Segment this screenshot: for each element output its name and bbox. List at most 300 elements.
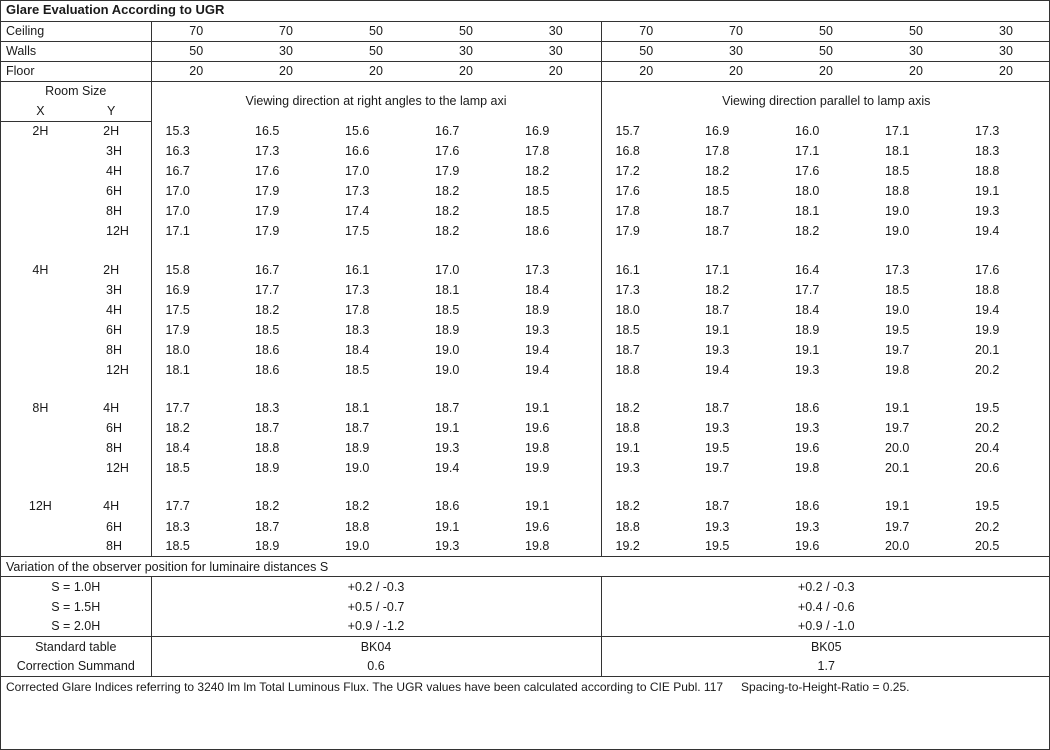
ugr-value: 18.2 xyxy=(435,224,460,239)
ugr-value: 19.5 xyxy=(691,537,781,557)
xy-header xyxy=(1,101,151,121)
floor-value: 20 xyxy=(331,61,421,81)
y-value: 12H xyxy=(1,221,151,241)
ugr-value: 17.0 xyxy=(345,164,370,179)
ugr-value: 18.4 xyxy=(345,342,370,357)
walls-value: 50 xyxy=(151,41,241,61)
ugr-value: 18.5 xyxy=(705,184,730,199)
walls-value: 30 xyxy=(421,41,511,61)
ugr-value: 19.6 xyxy=(795,441,820,456)
variation-row xyxy=(1,617,1050,637)
ugr-value: 18.6 xyxy=(511,221,601,241)
ugr-value: 18.5 xyxy=(615,322,640,337)
ugr-value: 20.2 xyxy=(975,421,1000,436)
ugr-value: 19.7 xyxy=(705,461,730,476)
ugr-value: 19.3 xyxy=(705,421,730,436)
ugr-value: 19.4 xyxy=(975,302,1000,317)
table-row xyxy=(1,121,1050,141)
table-row xyxy=(1,398,1050,418)
ugr-value: 19.1 xyxy=(975,184,1000,199)
ugr-value: 19.3 xyxy=(975,204,1000,219)
standard-table-row xyxy=(1,637,1050,657)
ugr-value: 18.7 xyxy=(255,519,280,534)
ugr-value: 18.8 xyxy=(975,164,1000,179)
walls-value: 50 xyxy=(331,41,421,61)
block-spacer xyxy=(1,380,1050,398)
ugr-value: 18.2 xyxy=(435,204,460,219)
ugr-value: 18.8 xyxy=(615,363,640,378)
y-value: 6H xyxy=(1,418,151,438)
ceiling-value: 70 xyxy=(691,21,781,41)
ugr-value: 18.1 xyxy=(885,144,910,159)
ugr-value: 18.2 xyxy=(705,282,730,297)
walls-value: 30 xyxy=(691,41,781,61)
ugr-value: 19.6 xyxy=(781,537,871,557)
ugr-value: 19.6 xyxy=(511,517,601,537)
ugr-value: 19.1 xyxy=(705,322,730,337)
ugr-value: 17.7 xyxy=(165,401,190,416)
ugr-value: 17.3 xyxy=(885,262,910,277)
row-axis-labels xyxy=(1,260,151,280)
ugr-value: 18.2 xyxy=(511,161,601,181)
variation-row xyxy=(1,577,1050,597)
ugr-value: 18.5 xyxy=(345,363,370,378)
ugr-value: 16.6 xyxy=(345,144,370,159)
ceiling-value: 50 xyxy=(421,21,511,41)
ugr-value: 17.7 xyxy=(165,499,190,514)
y-value: 6H xyxy=(1,517,151,537)
ugr-table xyxy=(1,1,1050,699)
ugr-value: 20.0 xyxy=(885,441,910,456)
variation-label: S = 1.0H xyxy=(1,577,151,597)
ugr-value: 18.9 xyxy=(435,322,460,337)
ugr-value: 18.2 xyxy=(165,421,190,436)
ugr-value: 17.1 xyxy=(885,123,910,138)
x-value: 12H xyxy=(28,499,52,514)
ugr-value: 18.2 xyxy=(345,499,370,514)
ugr-value: 18.6 xyxy=(795,499,820,514)
ugr-value: 17.9 xyxy=(435,164,460,179)
ugr-value: 18.7 xyxy=(705,499,730,514)
ugr-value: 19.7 xyxy=(885,519,910,534)
table-row xyxy=(1,537,1050,557)
ugr-value: 19.1 xyxy=(511,497,601,517)
ugr-value: 17.8 xyxy=(705,144,730,159)
ugr-value: 17.7 xyxy=(795,282,820,297)
header-row-ceiling xyxy=(1,21,1050,41)
ugr-value: 18.7 xyxy=(255,421,280,436)
floor-value: 20 xyxy=(871,61,961,81)
ugr-value: 17.6 xyxy=(255,164,280,179)
ugr-value: 18.7 xyxy=(615,342,640,357)
ugr-value: 18.6 xyxy=(435,499,460,514)
header-row-walls xyxy=(1,41,1050,61)
variation-perpendicular: +0.2 / -0.3 xyxy=(347,579,405,594)
walls-value: 50 xyxy=(781,41,871,61)
ugr-value: 18.8 xyxy=(615,519,640,534)
variation-parallel: +0.9 / -1.0 xyxy=(601,617,1050,637)
standard-table-parallel: BK05 xyxy=(601,637,1050,657)
ugr-value: 17.3 xyxy=(615,282,640,297)
ugr-value: 17.9 xyxy=(255,184,280,199)
ugr-value: 17.6 xyxy=(615,184,640,199)
ugr-value: 19.7 xyxy=(885,421,910,436)
ugr-value: 17.9 xyxy=(255,204,280,219)
ugr-value: 18.4 xyxy=(795,302,820,317)
ugr-value: 19.1 xyxy=(435,421,460,436)
ugr-value: 18.5 xyxy=(435,302,460,317)
ugr-value: 15.8 xyxy=(165,262,190,277)
ugr-value: 19.9 xyxy=(975,322,1000,337)
table-row xyxy=(1,201,1050,221)
table-row xyxy=(1,458,1050,478)
header-label-ceiling: Ceiling xyxy=(1,21,151,41)
ugr-value: 17.9 xyxy=(165,322,190,337)
ugr-value: 18.5 xyxy=(885,282,910,297)
walls-value: 50 xyxy=(601,41,691,61)
ugr-value: 19.4 xyxy=(975,224,1000,239)
ugr-value: 17.3 xyxy=(255,144,280,159)
row-axis-labels xyxy=(1,497,151,517)
table-row xyxy=(1,517,1050,537)
footnote-spacing: Spacing-to-Height-Ratio = 0.25. xyxy=(741,680,910,695)
ugr-value: 18.6 xyxy=(255,342,280,357)
ugr-value: 17.1 xyxy=(165,224,190,239)
ugr-value: 19.0 xyxy=(885,204,910,219)
table-row xyxy=(1,280,1050,300)
ceiling-value: 50 xyxy=(331,21,421,41)
ugr-value: 18.5 xyxy=(885,164,910,179)
ugr-value: 18.4 xyxy=(511,280,601,300)
ugr-value: 18.9 xyxy=(255,461,280,476)
standard-table-perpendicular: BK04 xyxy=(360,639,392,654)
standard-table-label: Standard table xyxy=(1,637,151,657)
walls-value: 30 xyxy=(241,41,331,61)
y-value: 8H xyxy=(1,438,151,458)
ugr-value: 20.2 xyxy=(975,519,1000,534)
ugr-value: 19.5 xyxy=(885,322,910,337)
ugr-value: 17.6 xyxy=(795,164,820,179)
ugr-value: 19.3 xyxy=(421,537,511,557)
y-value: 3H xyxy=(1,141,151,161)
ugr-value: 18.2 xyxy=(615,401,640,416)
ugr-value: 16.1 xyxy=(615,262,640,277)
ugr-value: 16.3 xyxy=(165,144,190,159)
ugr-value: 18.9 xyxy=(241,537,331,557)
ugr-value: 19.5 xyxy=(975,499,1000,514)
ugr-value: 19.8 xyxy=(511,537,601,557)
y-value: 4H xyxy=(103,401,120,416)
ugr-value: 19.3 xyxy=(705,519,730,534)
ugr-value: 19.1 xyxy=(615,441,640,456)
floor-value: 20 xyxy=(511,61,601,81)
ugr-value: 19.5 xyxy=(705,441,730,456)
y-value: 2H xyxy=(103,262,120,277)
ugr-value: 20.4 xyxy=(975,441,1000,456)
ugr-value: 19.1 xyxy=(795,342,820,357)
correction-summand-row xyxy=(1,657,1050,677)
variation-row xyxy=(1,597,1050,617)
correction-summand-label: Correction Summand xyxy=(1,657,151,677)
ugr-value: 18.2 xyxy=(435,184,460,199)
y-value: 8H xyxy=(1,340,151,360)
ugr-value: 19.3 xyxy=(705,342,730,357)
ugr-value: 18.7 xyxy=(705,224,730,239)
floor-value: 20 xyxy=(961,61,1050,81)
correction-summand-perpendicular: 0.6 xyxy=(151,657,601,677)
variation-perpendicular: +0.9 / -1.2 xyxy=(151,617,601,637)
ugr-value: 19.0 xyxy=(331,537,421,557)
ugr-value: 18.6 xyxy=(795,401,820,416)
y-value: 4H xyxy=(1,300,151,320)
row-axis-labels xyxy=(1,398,151,418)
y-value: 8H xyxy=(1,537,151,557)
ugr-value: 19.3 xyxy=(615,461,640,476)
ugr-value: 17.0 xyxy=(165,204,190,219)
ugr-value: 17.7 xyxy=(255,282,280,297)
ugr-value: 19.1 xyxy=(511,398,601,418)
header-label-walls: Walls xyxy=(1,41,151,61)
ugr-value: 19.0 xyxy=(345,461,370,476)
ceiling-value: 50 xyxy=(871,21,961,41)
table-row xyxy=(1,360,1050,380)
y-value: 4H xyxy=(1,161,151,181)
ugr-value: 18.2 xyxy=(795,224,820,239)
ugr-value: 18.7 xyxy=(435,401,460,416)
x-header: X xyxy=(36,103,45,118)
ugr-value: 18.8 xyxy=(975,282,1000,297)
room-size-header: Room Size xyxy=(1,81,151,101)
ugr-value: 19.0 xyxy=(885,302,910,317)
table-row xyxy=(1,340,1050,360)
block-spacer xyxy=(1,242,1050,260)
ugr-value: 19.1 xyxy=(885,401,910,416)
ugr-value: 19.2 xyxy=(601,537,691,557)
ugr-value: 19.3 xyxy=(795,421,820,436)
ugr-value: 18.5 xyxy=(511,181,601,201)
y-value: 3H xyxy=(1,280,151,300)
ugr-value: 18.0 xyxy=(165,342,190,357)
ugr-value: 17.0 xyxy=(165,184,190,199)
block-spacer xyxy=(1,479,1050,497)
header-row-floor xyxy=(1,61,1050,81)
ugr-value: 18.6 xyxy=(255,363,280,378)
ugr-value: 19.8 xyxy=(795,461,820,476)
ugr-value: 18.4 xyxy=(165,441,190,456)
ugr-value: 17.8 xyxy=(345,302,370,317)
ugr-value: 17.9 xyxy=(255,224,280,239)
ugr-value: 18.2 xyxy=(255,499,280,514)
ugr-value: 16.1 xyxy=(345,262,370,277)
ugr-value: 17.1 xyxy=(795,144,820,159)
variation-parallel: +0.2 / -0.3 xyxy=(601,577,1050,597)
y-value: 12H xyxy=(1,360,151,380)
table-row xyxy=(1,320,1050,340)
ugr-value: 18.7 xyxy=(705,302,730,317)
floor-value: 20 xyxy=(781,61,871,81)
ugr-value: 20.6 xyxy=(975,461,1000,476)
floor-value: 20 xyxy=(241,61,331,81)
floor-value: 20 xyxy=(421,61,511,81)
ugr-value: 15.7 xyxy=(615,123,640,138)
ugr-value: 19.4 xyxy=(511,340,601,360)
ugr-value: 18.5 xyxy=(511,201,601,221)
ugr-value: 19.1 xyxy=(885,499,910,514)
ugr-value: 19.4 xyxy=(705,363,730,378)
ugr-value: 16.9 xyxy=(511,121,601,141)
ugr-value: 19.0 xyxy=(435,363,460,378)
ugr-value: 17.5 xyxy=(165,302,190,317)
ugr-value: 15.3 xyxy=(165,123,190,138)
ceiling-value: 50 xyxy=(781,21,871,41)
correction-summand-parallel: 1.7 xyxy=(601,657,1050,677)
header-label-floor: Floor xyxy=(1,61,151,81)
ugr-value: 19.3 xyxy=(795,519,820,534)
viewing-direction-parallel-header: Viewing direction parallel to lamp axis xyxy=(601,81,1050,121)
footnote-text: Corrected Glare Indices referring to 3240 lm lm Total Luminous Flux. The UGR values have been calculated according to CIE Publ. 117 xyxy=(6,680,724,695)
ugr-value: 18.7 xyxy=(705,401,730,416)
ugr-value: 19.9 xyxy=(511,458,601,478)
ugr-value: 18.0 xyxy=(615,302,640,317)
ugr-value: 16.4 xyxy=(795,262,820,277)
ugr-value: 15.6 xyxy=(345,123,370,138)
ugr-value: 18.8 xyxy=(345,519,370,534)
walls-value: 30 xyxy=(961,41,1050,61)
ugr-value: 19.6 xyxy=(511,418,601,438)
viewing-direction-perpendicular-header: Viewing direction at right angles to the lamp axi xyxy=(245,94,507,109)
ugr-value: 18.5 xyxy=(165,461,190,476)
footnote xyxy=(1,677,1050,699)
table-row xyxy=(1,221,1050,241)
table-row xyxy=(1,181,1050,201)
ugr-value: 20.0 xyxy=(871,537,961,557)
table-row xyxy=(1,260,1050,280)
title-row xyxy=(1,1,1050,21)
ugr-value: 18.1 xyxy=(435,282,460,297)
variation-heading-row xyxy=(1,557,1050,577)
ugr-value: 19.3 xyxy=(795,363,820,378)
ugr-value: 16.7 xyxy=(435,123,460,138)
y-value: 2H xyxy=(103,124,120,139)
y-value: 12H xyxy=(1,458,151,478)
group-header-row xyxy=(1,81,1050,101)
ugr-value: 20.1 xyxy=(885,461,910,476)
ugr-value: 18.9 xyxy=(511,300,601,320)
variation-label: S = 1.5H xyxy=(1,597,151,617)
ugr-value: 16.5 xyxy=(255,123,280,138)
ugr-value: 17.3 xyxy=(345,282,370,297)
ugr-value: 17.4 xyxy=(345,204,370,219)
footnote-row xyxy=(1,677,1050,699)
ugr-value: 18.7 xyxy=(705,204,730,219)
ugr-value: 18.9 xyxy=(345,441,370,456)
ugr-value: 18.8 xyxy=(885,184,910,199)
ugr-value: 17.0 xyxy=(435,262,460,277)
ugr-value: 18.0 xyxy=(795,184,820,199)
table-row xyxy=(1,438,1050,458)
page-title: Glare Evaluation According to UGR xyxy=(1,1,1050,21)
ceiling-value: 70 xyxy=(151,21,241,41)
ugr-value: 19.0 xyxy=(435,342,460,357)
walls-value: 30 xyxy=(511,41,601,61)
table-row xyxy=(1,497,1050,517)
ugr-value: 18.2 xyxy=(255,302,280,317)
ugr-value: 19.5 xyxy=(975,401,1000,416)
ugr-value: 19.1 xyxy=(435,519,460,534)
ugr-value: 16.9 xyxy=(705,123,730,138)
ugr-value: 19.8 xyxy=(511,438,601,458)
variation-perpendicular: +0.5 / -0.7 xyxy=(347,599,405,614)
floor-value: 20 xyxy=(601,61,691,81)
variation-heading: Variation of the observer position for luminaire distances S xyxy=(1,557,1050,577)
ugr-value: 17.3 xyxy=(975,123,1000,138)
ugr-value: 18.7 xyxy=(345,421,370,436)
ugr-value: 18.3 xyxy=(255,401,280,416)
y-value: 8H xyxy=(1,201,151,221)
table-row xyxy=(1,141,1050,161)
ceiling-value: 30 xyxy=(961,21,1050,41)
ugr-value: 20.1 xyxy=(975,342,1000,357)
x-value: 2H xyxy=(32,124,49,139)
ugr-value: 17.8 xyxy=(615,204,640,219)
ugr-value: 17.2 xyxy=(615,164,640,179)
ugr-value: 19.7 xyxy=(885,342,910,357)
ugr-value: 17.6 xyxy=(435,144,460,159)
ugr-value: 19.4 xyxy=(435,461,460,476)
ugr-value: 17.3 xyxy=(345,184,370,199)
table-row xyxy=(1,161,1050,181)
ugr-value: 17.9 xyxy=(615,224,640,239)
walls-value: 30 xyxy=(871,41,961,61)
y-value: 4H xyxy=(103,499,120,514)
ceiling-value: 30 xyxy=(511,21,601,41)
ugr-value: 18.1 xyxy=(345,401,370,416)
ugr-value: 18.3 xyxy=(975,144,1000,159)
y-header: Y xyxy=(106,103,116,118)
ugr-value: 18.8 xyxy=(255,441,280,456)
variation-label: S = 2.0H xyxy=(1,617,151,637)
ugr-value: 19.4 xyxy=(511,360,601,380)
ceiling-value: 70 xyxy=(601,21,691,41)
ceiling-value: 70 xyxy=(241,21,331,41)
ugr-value: 19.8 xyxy=(885,363,910,378)
y-value: 6H xyxy=(1,181,151,201)
ugr-value: 18.5 xyxy=(151,537,241,557)
ugr-value: 17.8 xyxy=(511,141,601,161)
ugr-value: 17.5 xyxy=(345,224,370,239)
ugr-value: 16.8 xyxy=(615,144,640,159)
floor-value: 20 xyxy=(691,61,781,81)
ugr-value: 19.3 xyxy=(435,441,460,456)
ugr-value: 16.0 xyxy=(795,123,820,138)
ugr-value: 20.5 xyxy=(961,537,1050,557)
ugr-value: 18.3 xyxy=(165,519,190,534)
ugr-value: 18.1 xyxy=(795,204,820,219)
ugr-value: 20.2 xyxy=(975,363,1000,378)
ugr-value: 18.2 xyxy=(615,499,640,514)
ugr-value: 17.3 xyxy=(511,260,601,280)
ugr-value: 17.6 xyxy=(975,262,1000,277)
ugr-value: 18.8 xyxy=(615,421,640,436)
y-value: 6H xyxy=(1,320,151,340)
ugr-value: 18.9 xyxy=(795,322,820,337)
ugr-value: 19.3 xyxy=(511,320,601,340)
x-value: 8H xyxy=(32,401,49,416)
ugr-value: 17.1 xyxy=(705,262,730,277)
ugr-value: 18.2 xyxy=(705,164,730,179)
floor-value: 20 xyxy=(151,61,241,81)
ugr-value: 19.0 xyxy=(885,224,910,239)
